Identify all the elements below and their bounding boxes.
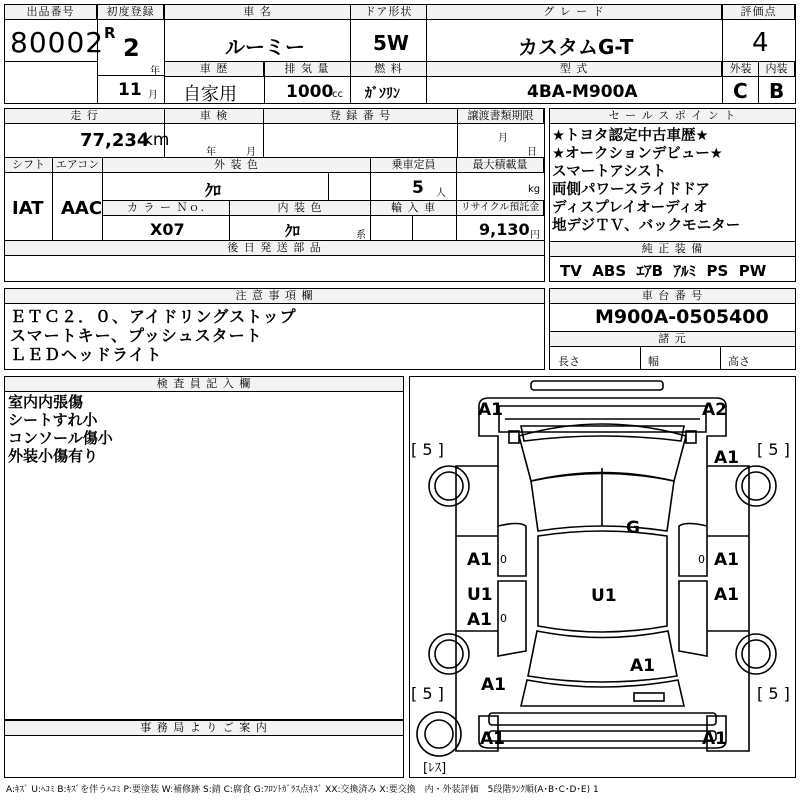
exterior-color: ｸﾛ <box>205 181 222 200</box>
damage-legend: A:ｷｽﾞ U:ﾍｺﾐ B:ｷｽﾞを伴うﾍｺﾐ P:要塗装 W:補修跡 S:錆 C:腐食 G:ﾌﾛﾝﾄｶﾞﾗｽ点ｷｽﾞ XX:交換済み X:要交換 内・外装評価 5段階ﾗﾝｸ順(A･B･C･D･E) 1 <box>6 785 599 795</box>
damage-mark-roof: U1 <box>591 586 617 606</box>
damage-mark-front-right: A2 <box>702 400 727 420</box>
equipment-label: 純 正 装 備 <box>550 242 795 257</box>
ac-label: エアコン <box>53 158 103 173</box>
reg-month: 11 <box>118 80 142 100</box>
tire-rear-right: [ 5 ] <box>757 684 790 703</box>
exterior-grade: C <box>733 79 748 103</box>
month-unit: 月 <box>148 90 158 101</box>
inspector-note: 室内内張傷 <box>8 393 84 411</box>
load-label: 最大積載量 <box>457 158 544 173</box>
damage-mark-windshield: G <box>626 518 640 538</box>
reg-number-label: 登 録 番 号 <box>264 109 458 124</box>
exterior-label: 外装 <box>723 62 759 77</box>
interior-grade: B <box>769 79 785 103</box>
inspector-label: 検 査 員 記 入 欄 <box>5 377 403 392</box>
tire-rear-left: [ 5 ] <box>411 684 444 703</box>
damage-mark-rear-left: A1 <box>480 729 505 749</box>
note-line: ＥＴＣ２．０、アイドリングストップ <box>10 307 297 326</box>
inspector-note: コンソール傷小 <box>8 429 113 447</box>
note-line: スマートキー、プッシュスタート <box>10 326 263 345</box>
notes-list <box>10 307 297 364</box>
spec-label: 諸 元 <box>550 332 795 347</box>
inspection-year-unit: 年 <box>206 147 216 158</box>
tire-front-right: [ 5 ] <box>757 440 790 459</box>
door-type: 5W <box>373 31 409 55</box>
note-line: ＬＥＤヘッドライト <box>10 345 163 364</box>
notes-label: 注 意 事 項 欄 <box>5 289 544 304</box>
damage-mark-rear-fender-left: A1 <box>481 675 506 695</box>
interior-label: 内装 <box>759 62 795 77</box>
height-label: 高さ <box>728 355 750 368</box>
selling-points-label: セ ー ル ス ポ イ ン ト <box>550 109 795 124</box>
spare-tire: [ﾚｽ] <box>423 761 447 776</box>
displacement-unit: cc <box>332 89 343 100</box>
selling-point: スマートアシスト <box>552 164 667 180</box>
grade: カスタムG-T <box>518 35 634 59</box>
load-unit: kg <box>528 184 541 195</box>
door-label: ドア形状 <box>351 5 427 20</box>
lot-number: 80002 <box>10 26 105 59</box>
selling-point: ★オークションデビュー★ <box>552 146 723 162</box>
selling-point: 両側パワースライドドア <box>552 182 710 198</box>
later-parts-label: 後 日 発 送 部 品 <box>5 241 544 256</box>
equipment-item: ｱﾙﾐ <box>673 262 697 280</box>
inspection-label: 車 検 <box>165 109 264 124</box>
damage-mark-door-rr: A1 <box>714 585 739 605</box>
small-mark: 0 <box>500 553 507 566</box>
inspector-note: シートすれ小 <box>8 411 98 429</box>
equipment-item: PW <box>738 262 767 280</box>
small-mark: 0 <box>698 553 705 566</box>
first-reg-label: 初度登録 <box>98 5 164 20</box>
mileage: 77,234 <box>80 130 150 151</box>
chassis-label: 車 台 番 号 <box>550 289 795 304</box>
damage-mark-fender-right: A1 <box>714 448 739 468</box>
equipment-item: ABS <box>592 262 627 280</box>
damage-mark-door-rl-u: U1 <box>467 585 493 605</box>
office-label: 事 務 局 よ り ご 案 内 <box>5 721 403 736</box>
car-diagram <box>409 376 796 778</box>
interior-color-unit: 系 <box>356 230 366 241</box>
selling-points-list <box>552 127 795 235</box>
chassis-number: M900A-0505400 <box>595 306 769 328</box>
year-unit: 年 <box>150 66 160 77</box>
displacement: 1000 <box>286 82 334 102</box>
mileage-unit: km <box>143 130 170 150</box>
damage-mark-door-fl: A1 <box>467 550 492 570</box>
transfer-month-unit: 月 <box>498 133 508 144</box>
fuel: ｶﾞｿﾘﾝ <box>365 86 400 102</box>
color-no-label: カ ラ ー Ｎｏ. <box>103 201 230 216</box>
interior-color: ｸﾛ <box>285 222 301 240</box>
import-label: 輸 入 車 <box>371 201 457 216</box>
damage-mark-front-left: A1 <box>478 400 503 420</box>
equipment-list <box>560 260 766 281</box>
history-label: 車 歴 <box>165 62 264 77</box>
equipment-item: PS <box>706 262 729 280</box>
selling-point: ディスプレイオーディオ <box>552 200 708 216</box>
shift: IAT <box>12 198 44 219</box>
reg-year: 2 <box>123 34 140 62</box>
capacity-unit: 人 <box>436 188 446 199</box>
recycle-label: リサイクル預託金 <box>457 201 544 216</box>
inspector-note: 外装小傷有り <box>8 447 99 465</box>
equipment-item: ｴｱB <box>636 262 664 280</box>
shift-label: シフト <box>5 158 53 173</box>
displacement-label: 排 気 量 <box>264 62 351 77</box>
damage-mark-door-fr: A1 <box>714 550 739 570</box>
width-label: 幅 <box>648 355 659 368</box>
small-mark: 0 <box>500 612 507 625</box>
score: 4 <box>752 28 769 58</box>
color-label: 外 装 色 <box>103 158 371 173</box>
era: R <box>104 24 116 42</box>
interior-color-label: 内 装 色 <box>230 201 371 216</box>
fuel-label: 燃 料 <box>351 62 427 77</box>
model-code: 4BA-M900A <box>527 82 638 102</box>
car-name-label: 車 名 <box>165 5 351 20</box>
damage-mark-door-rl-a: A1 <box>467 610 492 630</box>
damage-mark-rear-panel: A1 <box>630 656 655 676</box>
car-name: ルーミー <box>225 35 305 59</box>
recycle-unit: 円 <box>530 230 540 241</box>
ac: AAC <box>61 198 103 219</box>
recycle-fee: 9,130 <box>479 220 530 239</box>
equipment-item: TV <box>560 262 582 280</box>
model-code-label: 型 式 <box>427 62 722 77</box>
grade-label: グ レ ー ド <box>427 5 722 20</box>
color-no: X07 <box>150 220 185 239</box>
damage-mark-rear-right: A1 <box>702 729 727 749</box>
transfer-day-unit: 日 <box>527 147 537 158</box>
lot-label: 出品番号 <box>5 5 97 20</box>
inspection-month-unit: 月 <box>246 147 256 158</box>
selling-point: 地デジＴＶ、バックモニター <box>552 218 741 234</box>
length-label: 長さ <box>558 355 580 368</box>
capacity-label: 乗車定員 <box>371 158 457 173</box>
inspector-notes <box>8 393 113 465</box>
transfer-label: 譲渡書類期限 <box>458 109 544 124</box>
history: 自家用 <box>183 84 237 105</box>
score-label: 評価点 <box>723 5 795 20</box>
mileage-label: 走 行 <box>5 109 165 124</box>
tire-front-left: [ 5 ] <box>411 440 444 459</box>
selling-point: ★トヨタ認定中古車歴★ <box>552 128 709 144</box>
capacity: 5 <box>412 178 424 198</box>
